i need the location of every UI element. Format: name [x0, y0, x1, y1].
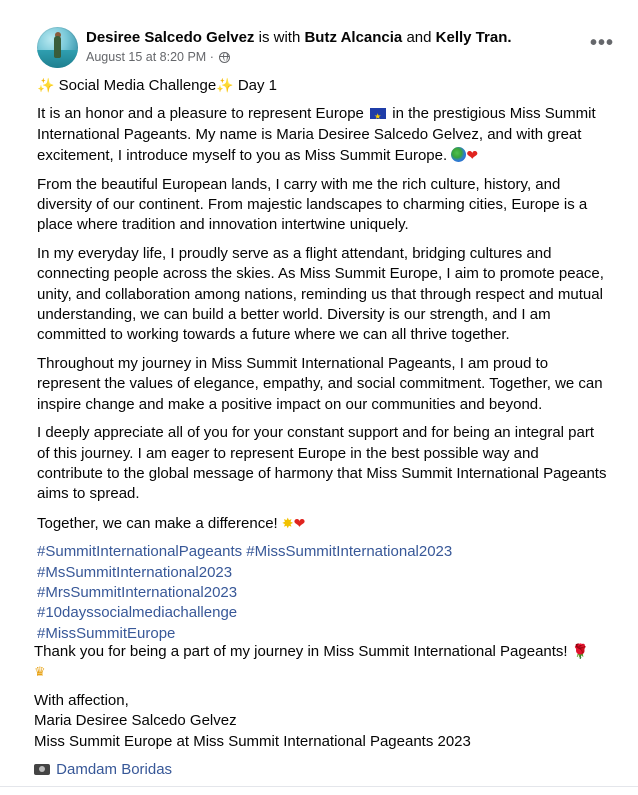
bottom-divider: [0, 786, 638, 787]
hashtag-link[interactable]: #MsSummitInternational2023: [37, 563, 233, 581]
glowing-star-icon: ✸: [281, 514, 294, 531]
camera-icon: [34, 764, 50, 775]
hashtag-link[interactable]: #MissSummitEurope: [37, 624, 176, 642]
hashtag-link[interactable]: #10dayssocialmediachallenge: [37, 604, 238, 622]
globe-icon[interactable]: [219, 52, 230, 63]
sparkles-icon: ✨: [216, 77, 234, 93]
post-closing: [34, 641, 609, 780]
signature-3: Miss Summit Europe at Miss Summit International Pageants 2023: [34, 732, 471, 750]
sparkles-icon: ✨: [37, 77, 55, 93]
tagged-user-link-2[interactable]: Kelly Tran.: [435, 29, 512, 46]
tagged-user-link-1[interactable]: Butz Alcancia: [304, 29, 403, 46]
author-line: [86, 28, 512, 48]
paragraph-6: [37, 513, 607, 534]
post-timestamp[interactable]: August 15 at 8:20 PM: [86, 50, 207, 64]
with-text: is with: [258, 29, 301, 46]
photo-credit-line: [34, 760, 609, 780]
paragraph-5: I deeply appreciate all of you for your constant support and for being an integral part of this journey. I am eager to represent Europe in the best possible way and contribute to the global message of harmony that Miss Summit International Pageants aims to spread.: [37, 424, 607, 503]
red-heart-icon: ❤: [466, 147, 479, 164]
hashtag-list: [37, 542, 607, 644]
rose-icon: 🌹: [571, 643, 590, 659]
paragraph-4: Throughout my journey in Miss Summit International Pageants, I am proud to represent the values of elegance, empathy, and social commitment. Together, we can inspire change and make a positive impact on our communities and beyond.: [37, 354, 603, 413]
paragraph-2: From the beautiful European lands, I carry with me the rich culture, history, and diversity of our continent. From majestic landscapes to charming cities, Europe is a place where tradition and innovation intertwine uniquely.: [37, 175, 588, 234]
post-title-line: [37, 75, 607, 96]
post-header: [37, 27, 618, 71]
more-options-icon[interactable]: •••: [589, 32, 614, 54]
title-day: Day 1: [237, 77, 278, 94]
hashtag-link[interactable]: #MrsSummitInternational2023: [37, 583, 238, 601]
paragraph-6-text: Together, we can make a difference!: [37, 514, 278, 532]
author-name-link[interactable]: Desiree Salcedo Gelvez: [86, 29, 255, 46]
sparkling-heart-icon: ❤: [293, 514, 306, 531]
thanks-text: Thank you for being a part of my journey in Miss Summit International Pageants!: [34, 643, 568, 660]
hashtag-link[interactable]: #SummitInternationalPageants: [37, 543, 243, 561]
signature-1: With affection,: [34, 691, 129, 709]
paragraph-3: In my everyday life, I proudly serve as a flight attendant, bridging cultures and connecting people across the skies. As Miss Summit Europe, I aim to promote peace, unity, and collaboration among nations, reminding us that through respect and mutual understanding, we can build a better world. Diversity is our strength, and I am committed to working towards a future where we can all thrive together.: [37, 244, 604, 344]
eu-flag-icon: [370, 108, 386, 119]
crown-icon: ♛: [34, 664, 46, 680]
thanks-line: [34, 641, 609, 683]
paragraph-1-part-b: in the prestigious Miss Summit International Pageants. My name is Maria Desiree Salcedo Gelvez, and with great excitement, I introduce myself to you as Miss Summit Europe.: [37, 105, 596, 165]
paragraph-1: [37, 104, 607, 166]
photo-credit-link[interactable]: Damdam Boridas: [56, 761, 173, 779]
hashtag-link[interactable]: #MissSummitInternational2023: [246, 543, 453, 561]
and-text: and: [406, 29, 432, 46]
meta-separator: ·: [209, 50, 214, 64]
signature-2: Maria Desiree Salcedo Gelvez: [34, 712, 237, 730]
post-meta: [86, 49, 230, 65]
post-body: [37, 75, 607, 644]
earth-globe-icon: [451, 147, 466, 162]
author-avatar[interactable]: [37, 27, 78, 68]
paragraph-1-part-a: It is an honor and a pleasure to represent Europe: [37, 105, 364, 123]
title-text: Social Media Challenge: [58, 77, 217, 94]
